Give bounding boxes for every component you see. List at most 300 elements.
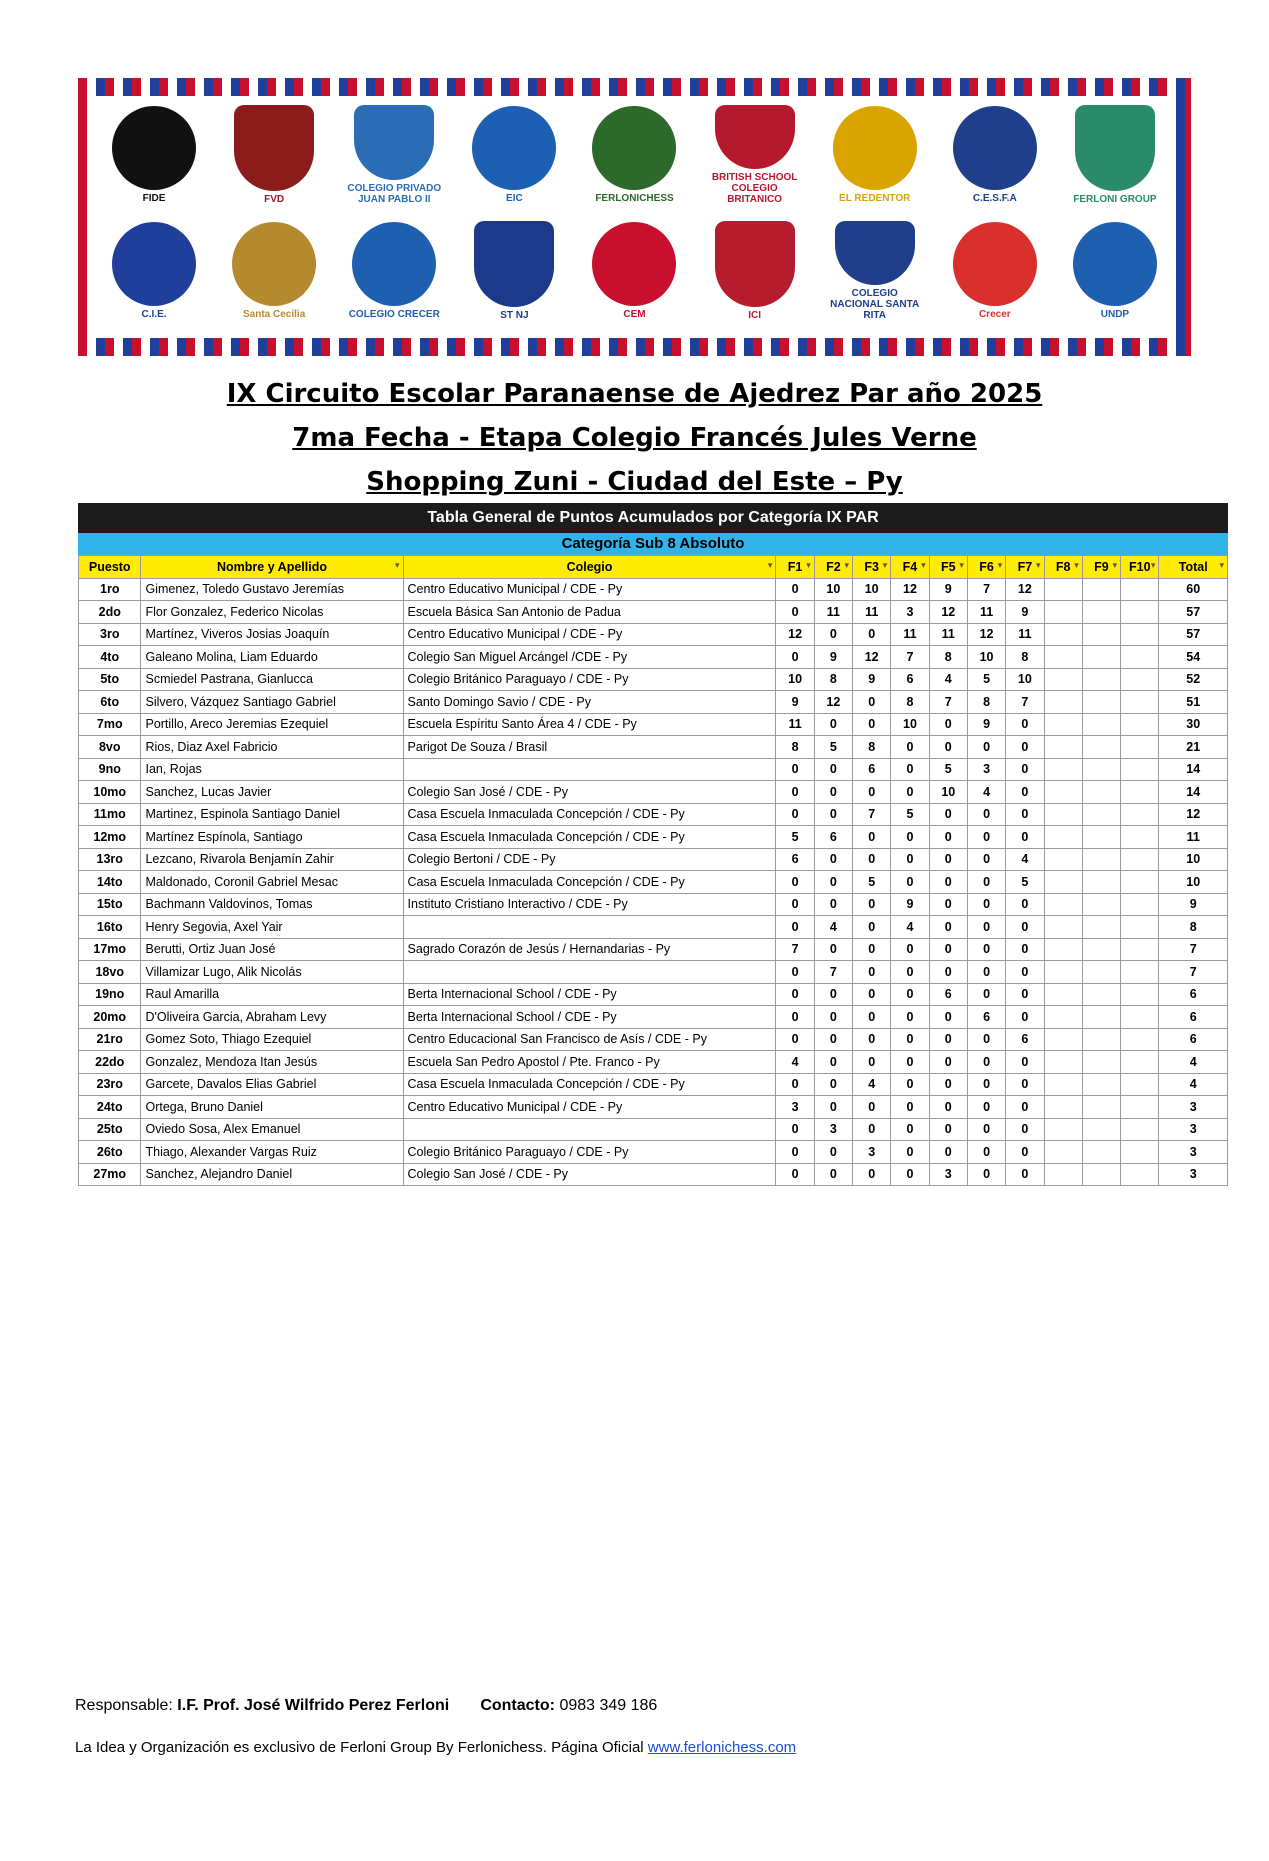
cell-puesto: 21ro bbox=[79, 1028, 141, 1051]
cell-fecha-10 bbox=[1121, 938, 1159, 961]
cell-fecha-10 bbox=[1121, 1051, 1159, 1074]
cell-fecha-5: 0 bbox=[929, 803, 967, 826]
cell-fecha-5: 0 bbox=[929, 1141, 967, 1164]
cell-fecha-1: 0 bbox=[776, 1006, 814, 1029]
cell-fecha-10 bbox=[1121, 1006, 1159, 1029]
cell-fecha-5: 0 bbox=[929, 1073, 967, 1096]
cell-fecha-7: 6 bbox=[1006, 1028, 1044, 1051]
cell-fecha-7: 12 bbox=[1006, 578, 1044, 601]
cell-fecha-1: 0 bbox=[776, 781, 814, 804]
column-header[interactable] bbox=[1121, 556, 1159, 579]
column-header-label: F8 bbox=[1055, 559, 1071, 574]
cell-fecha-3: 0 bbox=[853, 1028, 891, 1051]
filter-dropdown-icon[interactable]: ▾ bbox=[767, 560, 773, 570]
cell-fecha-8 bbox=[1044, 803, 1082, 826]
cell-fecha-7: 0 bbox=[1006, 983, 1044, 1006]
cell-nombre: Villamizar Lugo, Alik Nicolás bbox=[141, 961, 403, 984]
title-location: Shopping Zuni - Ciudad del Este – Py bbox=[366, 467, 903, 497]
filter-dropdown-icon[interactable]: ▾ bbox=[959, 560, 964, 570]
cell-fecha-10 bbox=[1121, 1141, 1159, 1164]
cell-total: 9 bbox=[1159, 893, 1228, 916]
cell-nombre: Lezcano, Rivarola Benjamín Zahir bbox=[141, 848, 403, 871]
cell-nombre: Gonzalez, Mendoza Itan Jesús bbox=[141, 1051, 403, 1074]
cell-fecha-4: 8 bbox=[891, 691, 929, 714]
ferloni-group-logo-caption: FERLONI GROUP bbox=[1073, 194, 1157, 205]
cell-fecha-4: 0 bbox=[891, 1096, 929, 1119]
cell-puesto: 14to bbox=[79, 871, 141, 894]
santa-rita-logo bbox=[825, 221, 925, 321]
cell-fecha-7: 0 bbox=[1006, 803, 1044, 826]
column-header[interactable] bbox=[891, 556, 929, 579]
cell-fecha-6: 12 bbox=[967, 623, 1005, 646]
official-site-link[interactable]: www.ferlonichess.com bbox=[647, 1739, 797, 1756]
ferlonichess-logo-emblem bbox=[592, 106, 676, 190]
filter-dropdown-icon[interactable]: ▾ bbox=[1074, 560, 1079, 570]
cell-fecha-4: 0 bbox=[891, 1141, 929, 1164]
cell-fecha-3: 0 bbox=[853, 961, 891, 984]
cell-colegio: Centro Educativo Municipal / CDE - Py bbox=[403, 578, 776, 601]
cell-puesto: 18vo bbox=[79, 961, 141, 984]
cell-nombre: Bachmann Valdovinos, Tomas bbox=[141, 893, 403, 916]
cell-puesto: 25to bbox=[79, 1118, 141, 1141]
cell-nombre: Thiago, Alexander Vargas Ruiz bbox=[141, 1141, 403, 1164]
filter-dropdown-icon[interactable]: ▾ bbox=[395, 560, 400, 570]
cell-fecha-7: 4 bbox=[1006, 848, 1044, 871]
cell-fecha-7: 0 bbox=[1006, 736, 1044, 759]
cell-fecha-10 bbox=[1121, 736, 1159, 759]
cell-puesto: 22do bbox=[79, 1051, 141, 1074]
responsable-name: I.F. Prof. José Wilfrido Perez Ferloni bbox=[177, 1697, 450, 1714]
cell-fecha-2: 0 bbox=[814, 848, 852, 871]
ferlonichess-logo-caption: FERLONICHESS bbox=[595, 193, 674, 204]
cell-fecha-6: 10 bbox=[967, 646, 1005, 669]
cell-fecha-1: 0 bbox=[776, 1141, 814, 1164]
cell-fecha-4: 10 bbox=[891, 713, 929, 736]
cell-fecha-5: 0 bbox=[929, 848, 967, 871]
ici-logo-emblem bbox=[715, 221, 795, 307]
cell-fecha-1: 0 bbox=[776, 983, 814, 1006]
column-header-label: F9 bbox=[1094, 559, 1109, 574]
cell-total: 7 bbox=[1159, 961, 1228, 984]
cell-nombre: Galeano Molina, Liam Eduardo bbox=[141, 646, 403, 669]
column-header-label: Total bbox=[1178, 559, 1208, 574]
column-header[interactable] bbox=[79, 556, 141, 579]
table-row bbox=[79, 1141, 1228, 1164]
cell-fecha-8 bbox=[1044, 893, 1082, 916]
cell-fecha-7: 0 bbox=[1006, 1141, 1044, 1164]
cell-fecha-5: 0 bbox=[929, 961, 967, 984]
cell-fecha-3: 0 bbox=[853, 781, 891, 804]
table-row bbox=[79, 826, 1228, 849]
cell-fecha-10 bbox=[1121, 601, 1159, 624]
cell-fecha-6: 0 bbox=[967, 1073, 1005, 1096]
cell-fecha-4: 0 bbox=[891, 1006, 929, 1029]
cell-fecha-8 bbox=[1044, 1141, 1082, 1164]
cell-fecha-2: 8 bbox=[814, 668, 852, 691]
cell-fecha-4: 0 bbox=[891, 826, 929, 849]
cell-fecha-5: 0 bbox=[929, 871, 967, 894]
filter-dropdown-icon[interactable]: ▾ bbox=[882, 560, 888, 570]
table-row bbox=[79, 646, 1228, 669]
cell-fecha-4: 0 bbox=[891, 1028, 929, 1051]
cell-fecha-9 bbox=[1082, 938, 1120, 961]
cell-fecha-10 bbox=[1121, 871, 1159, 894]
cell-fecha-7: 0 bbox=[1006, 961, 1044, 984]
cell-fecha-4: 0 bbox=[891, 781, 929, 804]
cell-fecha-1: 0 bbox=[776, 961, 814, 984]
cell-puesto: 3ro bbox=[79, 623, 141, 646]
ferloni-group-logo-emblem bbox=[1075, 105, 1155, 191]
cell-total: 14 bbox=[1159, 781, 1228, 804]
cell-fecha-10 bbox=[1121, 916, 1159, 939]
cell-fecha-4: 0 bbox=[891, 871, 929, 894]
cell-fecha-10 bbox=[1121, 646, 1159, 669]
cell-puesto: 2do bbox=[79, 601, 141, 624]
cell-fecha-6: 0 bbox=[967, 1028, 1005, 1051]
column-header[interactable] bbox=[141, 556, 403, 579]
filter-dropdown-icon[interactable]: ▾ bbox=[806, 560, 811, 570]
cell-fecha-5: 4 bbox=[929, 668, 967, 691]
filter-dropdown-icon[interactable]: ▾ bbox=[997, 560, 1003, 570]
cell-fecha-3: 7 bbox=[853, 803, 891, 826]
cell-fecha-10 bbox=[1121, 1163, 1159, 1186]
column-header[interactable] bbox=[967, 556, 1005, 579]
cell-total: 21 bbox=[1159, 736, 1228, 759]
cell-nombre: Scmiedel Pastrana, Gianlucca bbox=[141, 668, 403, 691]
cell-total: 30 bbox=[1159, 713, 1228, 736]
cell-fecha-2: 4 bbox=[814, 916, 852, 939]
cell-fecha-5: 9 bbox=[929, 578, 967, 601]
cell-fecha-6: 0 bbox=[967, 871, 1005, 894]
cell-puesto: 12mo bbox=[79, 826, 141, 849]
cell-fecha-10 bbox=[1121, 1028, 1159, 1051]
cell-fecha-3: 10 bbox=[853, 578, 891, 601]
cell-nombre: Gomez Soto, Thiago Ezequiel bbox=[141, 1028, 403, 1051]
cell-fecha-10 bbox=[1121, 848, 1159, 871]
table-row bbox=[79, 938, 1228, 961]
cell-fecha-7: 0 bbox=[1006, 1006, 1044, 1029]
santa-cecilia-logo bbox=[224, 221, 324, 321]
cell-fecha-4: 0 bbox=[891, 961, 929, 984]
cell-fecha-9 bbox=[1082, 1163, 1120, 1186]
cell-fecha-9 bbox=[1082, 758, 1120, 781]
british-school-logo-caption: BRITISH SCHOOL COLEGIO BRITANICO bbox=[711, 172, 798, 205]
table-row bbox=[79, 623, 1228, 646]
cell-colegio: Casa Escuela Inmaculada Concepción / CDE - Py bbox=[403, 826, 776, 849]
cell-fecha-8 bbox=[1044, 781, 1082, 804]
cell-fecha-1: 12 bbox=[776, 623, 814, 646]
contacto-label: Contacto: bbox=[480, 1697, 560, 1714]
cell-fecha-6: 0 bbox=[967, 1051, 1005, 1074]
cell-fecha-8 bbox=[1044, 578, 1082, 601]
cell-fecha-2: 11 bbox=[814, 601, 852, 624]
filter-dropdown-icon[interactable]: ▾ bbox=[921, 560, 926, 570]
column-header[interactable] bbox=[1159, 556, 1228, 579]
cell-fecha-10 bbox=[1121, 961, 1159, 984]
column-header[interactable] bbox=[1044, 556, 1082, 579]
cell-fecha-8 bbox=[1044, 848, 1082, 871]
cell-fecha-1: 6 bbox=[776, 848, 814, 871]
cell-puesto: 27mo bbox=[79, 1163, 141, 1186]
fvd-logo-caption: FVD bbox=[264, 194, 285, 205]
undp-logo-caption: UNDP bbox=[1100, 309, 1130, 320]
cell-puesto: 24to bbox=[79, 1096, 141, 1119]
cell-fecha-5: 3 bbox=[929, 1163, 967, 1186]
cell-fecha-9 bbox=[1082, 1006, 1120, 1029]
cell-colegio: Centro Educacional San Francisco de Asís / CDE - Py bbox=[403, 1028, 776, 1051]
cell-fecha-7: 0 bbox=[1006, 758, 1044, 781]
cell-fecha-6: 5 bbox=[967, 668, 1005, 691]
column-header[interactable] bbox=[814, 556, 852, 579]
cell-nombre: Ian, Rojas bbox=[141, 758, 403, 781]
fvd-logo-emblem bbox=[234, 105, 314, 191]
cell-colegio: Colegio San José / CDE - Py bbox=[403, 781, 776, 804]
cell-fecha-10 bbox=[1121, 983, 1159, 1006]
cell-fecha-6: 0 bbox=[967, 1118, 1005, 1141]
cell-total: 3 bbox=[1159, 1163, 1228, 1186]
cell-nombre: Martínez Espínola, Santiago bbox=[141, 826, 403, 849]
cell-fecha-4: 4 bbox=[891, 916, 929, 939]
cell-fecha-9 bbox=[1082, 668, 1120, 691]
cell-colegio bbox=[403, 916, 776, 939]
el-redentor-logo-emblem bbox=[833, 106, 917, 190]
cell-fecha-5: 0 bbox=[929, 938, 967, 961]
cell-fecha-6: 0 bbox=[967, 826, 1005, 849]
cell-fecha-8 bbox=[1044, 916, 1082, 939]
cell-fecha-5: 0 bbox=[929, 893, 967, 916]
cell-fecha-2: 7 bbox=[814, 961, 852, 984]
cell-fecha-3: 11 bbox=[853, 601, 891, 624]
cell-fecha-10 bbox=[1121, 893, 1159, 916]
cell-fecha-4: 3 bbox=[891, 601, 929, 624]
column-header-label: F1 bbox=[787, 559, 803, 574]
cell-nombre: Raul Amarilla bbox=[141, 983, 403, 1006]
table-row bbox=[79, 983, 1228, 1006]
table-row bbox=[79, 1028, 1228, 1051]
cell-total: 10 bbox=[1159, 871, 1228, 894]
cell-colegio: Instituto Cristiano Interactivo / CDE - Py bbox=[403, 893, 776, 916]
cell-fecha-5: 0 bbox=[929, 736, 967, 759]
cell-total: 3 bbox=[1159, 1118, 1228, 1141]
cell-fecha-10 bbox=[1121, 1118, 1159, 1141]
fide-logo-emblem bbox=[112, 106, 196, 190]
cell-fecha-2: 0 bbox=[814, 1028, 852, 1051]
crecer-integral-logo bbox=[945, 221, 1045, 321]
cell-fecha-4: 0 bbox=[891, 736, 929, 759]
cell-fecha-9 bbox=[1082, 961, 1120, 984]
undp-logo bbox=[1065, 221, 1165, 321]
cell-nombre: Martinez, Espinola Santiago Daniel bbox=[141, 803, 403, 826]
cell-fecha-9 bbox=[1082, 826, 1120, 849]
cell-fecha-9 bbox=[1082, 893, 1120, 916]
cell-fecha-3: 9 bbox=[853, 668, 891, 691]
cell-fecha-6: 0 bbox=[967, 938, 1005, 961]
cell-puesto: 23ro bbox=[79, 1073, 141, 1096]
cell-fecha-2: 9 bbox=[814, 646, 852, 669]
cell-nombre: Rios, Diaz Axel Fabricio bbox=[141, 736, 403, 759]
cell-fecha-3: 6 bbox=[853, 758, 891, 781]
cell-fecha-7: 0 bbox=[1006, 713, 1044, 736]
cell-puesto: 26to bbox=[79, 1141, 141, 1164]
column-header-label: F7 bbox=[1017, 559, 1033, 574]
crecer-logo-caption: COLEGIO CRECER bbox=[348, 309, 440, 320]
cell-fecha-4: 0 bbox=[891, 758, 929, 781]
column-header-label: F10 bbox=[1128, 559, 1151, 574]
column-header[interactable] bbox=[929, 556, 967, 579]
cell-fecha-6: 0 bbox=[967, 983, 1005, 1006]
cell-total: 51 bbox=[1159, 691, 1228, 714]
cell-colegio: Casa Escuela Inmaculada Concepción / CDE - Py bbox=[403, 803, 776, 826]
filter-dropdown-icon[interactable]: ▾ bbox=[1112, 560, 1118, 570]
el-redentor-logo bbox=[825, 105, 925, 205]
cell-fecha-5: 0 bbox=[929, 1051, 967, 1074]
cell-fecha-9 bbox=[1082, 578, 1120, 601]
cell-fecha-2: 10 bbox=[814, 578, 852, 601]
cell-fecha-8 bbox=[1044, 983, 1082, 1006]
cell-fecha-3: 0 bbox=[853, 826, 891, 849]
cell-fecha-8 bbox=[1044, 691, 1082, 714]
cell-fecha-3: 5 bbox=[853, 871, 891, 894]
cell-fecha-6: 0 bbox=[967, 893, 1005, 916]
ici-logo-caption: ICI bbox=[748, 310, 761, 321]
british-school-logo-emblem bbox=[715, 105, 795, 169]
logo-row-top bbox=[94, 100, 1175, 210]
cell-fecha-2: 0 bbox=[814, 1096, 852, 1119]
cell-fecha-3: 0 bbox=[853, 848, 891, 871]
cell-fecha-4: 7 bbox=[891, 646, 929, 669]
column-header[interactable] bbox=[403, 556, 776, 579]
column-header-label: F6 bbox=[979, 559, 994, 574]
column-header[interactable] bbox=[853, 556, 891, 579]
cell-fecha-2: 0 bbox=[814, 938, 852, 961]
cell-total: 8 bbox=[1159, 916, 1228, 939]
table-row bbox=[79, 691, 1228, 714]
cell-fecha-4: 11 bbox=[891, 623, 929, 646]
crecer-logo-emblem bbox=[352, 222, 436, 306]
filter-dropdown-icon[interactable]: ▾ bbox=[1150, 560, 1156, 570]
cell-nombre: Henry Segovia, Axel Yair bbox=[141, 916, 403, 939]
eic-logo-emblem bbox=[472, 106, 556, 190]
cell-fecha-2: 0 bbox=[814, 1051, 852, 1074]
cell-fecha-6: 4 bbox=[967, 781, 1005, 804]
crecer-integral-logo-caption: Crecer bbox=[978, 309, 1011, 320]
cell-fecha-5: 0 bbox=[929, 1118, 967, 1141]
column-header-label: Puesto bbox=[88, 559, 131, 574]
cell-fecha-8 bbox=[1044, 871, 1082, 894]
cell-fecha-2: 5 bbox=[814, 736, 852, 759]
cell-fecha-3: 0 bbox=[853, 938, 891, 961]
cell-fecha-2: 0 bbox=[814, 758, 852, 781]
el-redentor-logo-caption: EL REDENTOR bbox=[839, 193, 911, 204]
title-date-stage: 7ma Fecha - Etapa Colegio Francés Jules Verne bbox=[292, 423, 977, 453]
cell-fecha-4: 0 bbox=[891, 1051, 929, 1074]
cell-fecha-2: 0 bbox=[814, 1006, 852, 1029]
fide-logo bbox=[104, 105, 204, 205]
fvd-logo bbox=[224, 105, 324, 205]
cell-colegio: Centro Educativo Municipal / CDE - Py bbox=[403, 623, 776, 646]
cell-fecha-5: 7 bbox=[929, 691, 967, 714]
table-row bbox=[79, 1073, 1228, 1096]
cem-logo bbox=[584, 221, 684, 321]
cell-fecha-2: 0 bbox=[814, 1141, 852, 1164]
responsable-label: Responsable: bbox=[75, 1697, 178, 1714]
fide-logo-caption: FIDE bbox=[142, 193, 166, 204]
cell-fecha-5: 0 bbox=[929, 1028, 967, 1051]
filter-dropdown-icon[interactable]: ▾ bbox=[1219, 560, 1224, 570]
cell-fecha-4: 0 bbox=[891, 1073, 929, 1096]
cell-total: 3 bbox=[1159, 1141, 1228, 1164]
cell-nombre: Garcete, Davalos Elias Gabriel bbox=[141, 1073, 403, 1096]
cell-fecha-4: 9 bbox=[891, 893, 929, 916]
cell-fecha-8 bbox=[1044, 623, 1082, 646]
cell-fecha-9 bbox=[1082, 916, 1120, 939]
cell-fecha-9 bbox=[1082, 1028, 1120, 1051]
table-body bbox=[79, 578, 1228, 1186]
cell-fecha-1: 10 bbox=[776, 668, 814, 691]
cell-nombre: Maldonado, Coronil Gabriel Mesac bbox=[141, 871, 403, 894]
cell-fecha-2: 6 bbox=[814, 826, 852, 849]
cell-fecha-2: 0 bbox=[814, 871, 852, 894]
cell-fecha-7: 0 bbox=[1006, 1051, 1044, 1074]
santa-rita-logo-emblem bbox=[835, 221, 915, 285]
cell-fecha-8 bbox=[1044, 1163, 1082, 1186]
cell-fecha-2: 0 bbox=[814, 713, 852, 736]
title-circuit: IX Circuito Escolar Paranaense de Ajedrez Par año 2025 bbox=[226, 379, 1043, 409]
cell-fecha-9 bbox=[1082, 713, 1120, 736]
cell-fecha-10 bbox=[1121, 1073, 1159, 1096]
cell-fecha-9 bbox=[1082, 601, 1120, 624]
cell-fecha-2: 0 bbox=[814, 1073, 852, 1096]
footer-line-2 bbox=[75, 1739, 796, 1756]
cell-fecha-1: 3 bbox=[776, 1096, 814, 1119]
table-row bbox=[79, 1118, 1228, 1141]
cell-fecha-3: 0 bbox=[853, 1118, 891, 1141]
cell-fecha-7: 11 bbox=[1006, 623, 1044, 646]
footer-line-1 bbox=[75, 1697, 796, 1715]
cell-fecha-8 bbox=[1044, 1118, 1082, 1141]
eic-logo-caption: EIC bbox=[506, 193, 523, 204]
cell-fecha-2: 0 bbox=[814, 623, 852, 646]
cell-colegio: Colegio San Miguel Arcángel /CDE - Py bbox=[403, 646, 776, 669]
cell-nombre: Ortega, Bruno Daniel bbox=[141, 1096, 403, 1119]
filter-dropdown-icon[interactable]: ▾ bbox=[844, 560, 850, 570]
cell-fecha-7: 7 bbox=[1006, 691, 1044, 714]
cell-fecha-8 bbox=[1044, 1096, 1082, 1119]
table-row bbox=[79, 1051, 1228, 1074]
filter-dropdown-icon[interactable]: ▾ bbox=[1035, 560, 1041, 570]
standings-table-container bbox=[78, 503, 1228, 1186]
ferloni-group-logo bbox=[1065, 105, 1165, 205]
column-header[interactable] bbox=[776, 556, 814, 579]
table-row bbox=[79, 871, 1228, 894]
cell-fecha-6: 0 bbox=[967, 736, 1005, 759]
column-header[interactable] bbox=[1082, 556, 1120, 579]
stnj-logo-caption: ST NJ bbox=[500, 310, 529, 321]
cell-fecha-9 bbox=[1082, 1096, 1120, 1119]
cell-fecha-3: 0 bbox=[853, 893, 891, 916]
column-header[interactable] bbox=[1006, 556, 1044, 579]
cell-fecha-7: 9 bbox=[1006, 601, 1044, 624]
cell-fecha-8 bbox=[1044, 1073, 1082, 1096]
cell-fecha-3: 0 bbox=[853, 1163, 891, 1186]
cell-fecha-5: 10 bbox=[929, 781, 967, 804]
cell-fecha-10 bbox=[1121, 1096, 1159, 1119]
cell-colegio: Berta Internacional School / CDE - Py bbox=[403, 983, 776, 1006]
cell-fecha-3: 0 bbox=[853, 1051, 891, 1074]
cell-fecha-1: 0 bbox=[776, 1118, 814, 1141]
cell-fecha-7: 10 bbox=[1006, 668, 1044, 691]
cell-fecha-9 bbox=[1082, 1141, 1120, 1164]
